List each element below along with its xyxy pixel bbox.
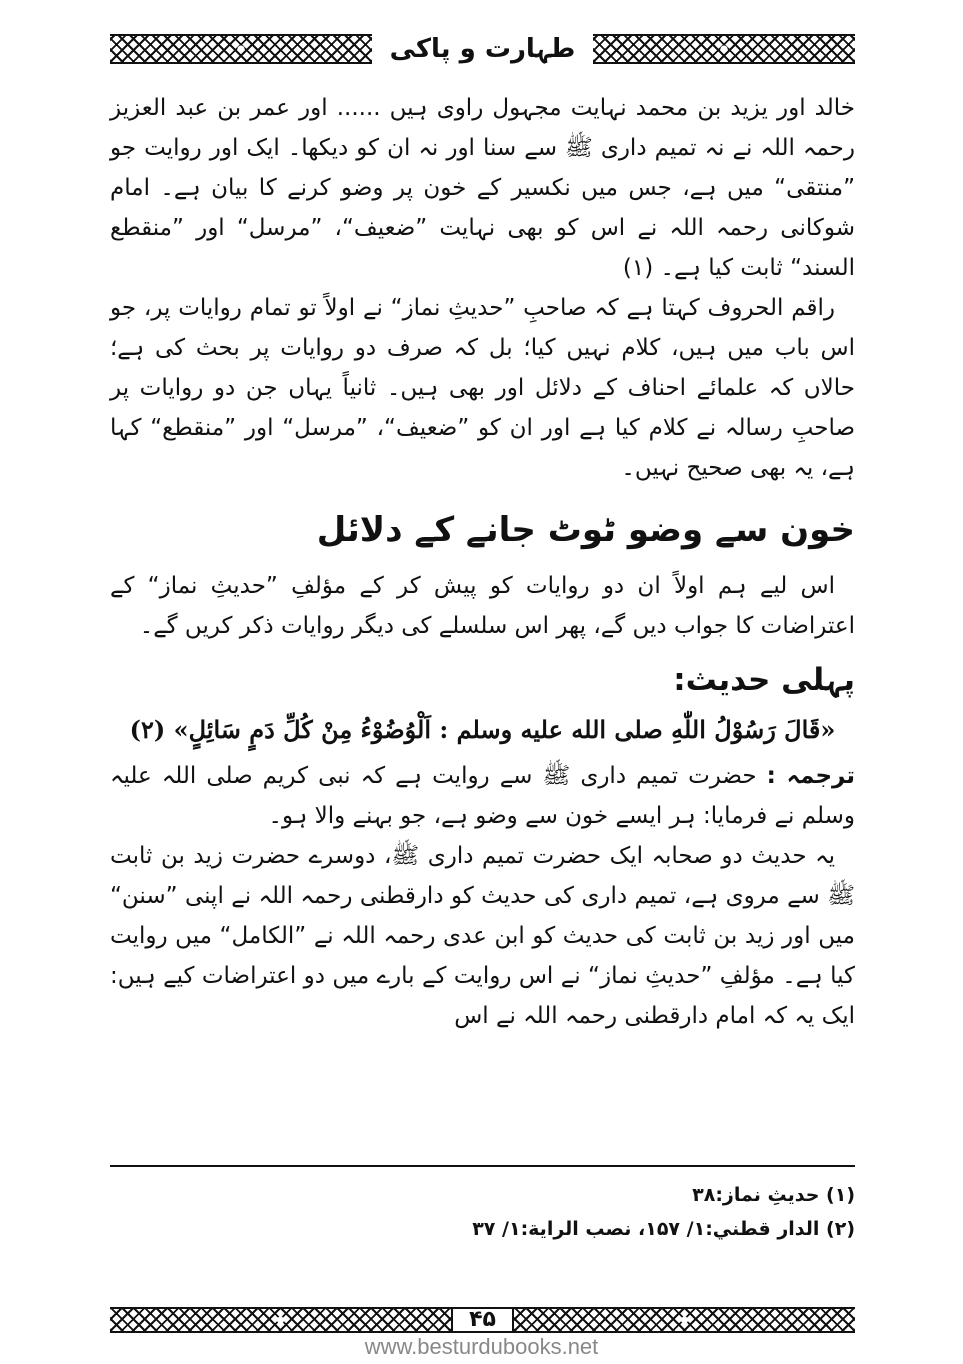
paragraph-2: راقم الحروف کہتا ہے کہ صاحبِ ”حدیثِ نماز“ نے اولاً تو تمام روایات پر، جو اس باب میں ہیں، کلام نہیں کیا؛ بل کہ صرف دو روایات پر بحث کی ہے؛ حالاں کہ علمائے احناف کے دلائل اور بھی ہیں۔ ثانیاً یہاں جن دو روایات پر صاحبِ رسالہ نے کلام کیا ہے اور ان کو ”ضعیف“، ”مرسل“ اور ”منقطع“ کہا ہے، یہ بھی صحیح نہیں۔ bbox=[110, 295, 855, 481]
footnotes bbox=[110, 1178, 855, 1246]
page-header bbox=[110, 28, 855, 70]
section-heading: خون سے وضو ٹوٹ جانے کے دلائل bbox=[316, 510, 855, 550]
sub-heading: پہلی حدیث: bbox=[673, 662, 855, 698]
translation-label: ترجمہ : bbox=[766, 763, 855, 789]
page-number: ۴۵ bbox=[451, 1307, 514, 1333]
paragraph-3: اس لیے ہم اولاً ان دو روایات کو پیش کر کے مؤلفِ ”حدیثِ نماز“ کے اعتراضات کا جواب دیں گے، پھر اس سلسلے کی دیگر روایات ذکر کریں گے۔ bbox=[110, 573, 855, 639]
page-body bbox=[110, 88, 855, 1036]
page-footer bbox=[110, 1306, 855, 1334]
footer-ornament-right bbox=[514, 1307, 855, 1333]
watermark: www.besturdubooks.net bbox=[364, 1334, 599, 1359]
paragraph-1: خالد اور یزید بن محمد نہایت مجہول راوی ہیں ...... اور عمر بن عبد العزیز رحمہ اللہ نے نہ تمیم داری ﷺ سے سنا اور نہ ان کو دیکھا۔ ایک اور روایت جو ”منتقی“ میں ہے، جس میں نکسیر کے خون پر وضو کرنے کا بیان ہے۔ امام شوکانی رحمہ اللہ نے اس کو بھی نہایت ”ضعیف“، ”مرسل“ اور ”منقطع السند“ ثابت کیا ہے۔ (۱) bbox=[110, 95, 855, 281]
header-ornament-left bbox=[110, 34, 372, 64]
paragraph-4: یہ حدیث دو صحابہ ایک حضرت تمیم داری ﷺ، دوسرے حضرت زید بن ثابت ﷺ سے مروی ہے، تمیم داری کی حدیث کو دارقطنی رحمہ اللہ نے اپنی ”سنن“ میں اور زید بن ثابت کی حدیث کو ابن عدی رحمہ اللہ نے ”الکامل“ میں روایت کیا ہے۔ مؤلفِ ”حدیثِ نماز“ نے اس روایت کے بارے میں دو اعتراضات کیے ہیں: ایک یہ کہ امام دارقطنی رحمہ اللہ نے اس bbox=[110, 843, 855, 1029]
translation bbox=[110, 756, 855, 836]
translation-text: حضرت تمیم داری ﷺ سے روایت ہے کہ نبی کریم صلی اللہ علیہ وسلم نے فرمایا: ہر ایسے خون سے وضو ہے، جو بہنے والا ہو۔ bbox=[110, 763, 855, 829]
arabic-hadith: «قَالَ رَسُوْلُ اللّٰهِ صلى الله عليه وسلم : اَلْوُضُوْءُ مِنْ كُلِّ دَمٍ سَائِلٍ» (۲) bbox=[129, 715, 836, 744]
footer-ornament-left bbox=[110, 1307, 451, 1333]
footnote-1: (۱) حدیثِ نماز:۳۸ bbox=[692, 1184, 855, 1206]
footnote-2: (۲) الدار قطني:۱/ ۱۵۷، نصب الراية:۱/ ۳۷ bbox=[472, 1218, 855, 1240]
header-ornament-right bbox=[593, 34, 855, 64]
chapter-title: طہارت و پاکی bbox=[389, 34, 576, 64]
footnote-divider bbox=[110, 1165, 855, 1167]
